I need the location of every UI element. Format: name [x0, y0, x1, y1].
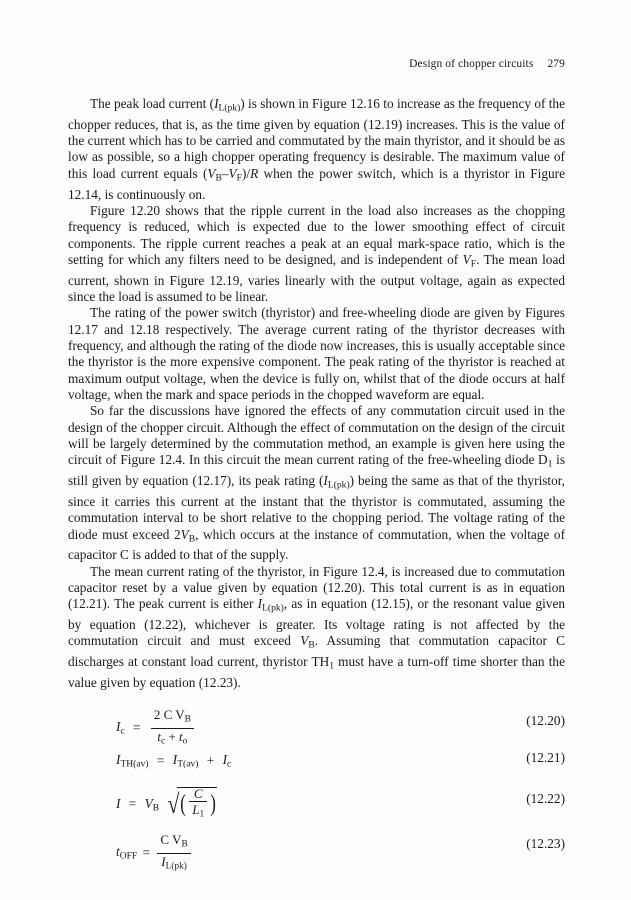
running-title: Design of chopper circuits [409, 58, 534, 70]
equation-12-22 [68, 783, 565, 820]
eq-12-22-equals: = [128, 796, 137, 812]
equation-12-21 [68, 750, 565, 770]
eq-12-21-rhs2: $I_c$ [222, 752, 232, 770]
eq-12-21-lhs: $I_{TH(av)}$ [116, 752, 149, 770]
eq-12-23-lhs: $t_{OFF}$ [116, 844, 138, 862]
paragraph-1: The peak load current $(I_{L(pk)})$ is shown in Figure 12.16 to increase as the frequency of the chopper reduces, that is, as the time given by equation (12.19) increases. This is the value of the current which has to be carried and commutated by the main thyristor, and it should be as low as possible, so a high chopper operating frequency is desirable. The maximum value of this load current equals $(V_B-V_F)/R$ when the power switch, which is a thyristor in Figure 12.14, is continuously on. [68, 96, 565, 202]
eq-12-22-paren-fraction: ( $\frac{C}{L_1}$ ) [180, 786, 216, 820]
eq-12-21-plus: + [206, 753, 215, 769]
eq-12-22-number: (12.22) [526, 791, 565, 807]
equation-12-23 [68, 830, 565, 871]
right-paren: ) [210, 791, 216, 818]
eq-12-22-rhs1: $V_B$ [144, 795, 160, 814]
eq-12-21-rhs1: $I_{T(av)}$ [172, 752, 199, 770]
page-number: 279 [547, 58, 565, 70]
eq-12-21-number: (12.21) [526, 750, 565, 766]
left-paren: ( [180, 791, 187, 818]
eq-12-22-radical [166, 786, 219, 822]
radical-sign: √ [167, 788, 180, 819]
running-header [68, 58, 565, 70]
eq-12-20-equals: = [133, 720, 141, 736]
paragraph-4: So far the discussions have ignored the effects of any commutation circuit used in the design of the chopper circuit. Although the effect of commutation on the design of the circuit will be largely determined by the commutation method, an example is given here using the circuit of Figure 12.4. In this circuit the mean current rating of the free-wheeling diode $D_1$ is still given by equation (12.17), its peak rating $(I_{L(pk)})$ being the same as that of the thyristor, since it carries this current at the instant that the thyristor is commutated, assuming the commutation interval to be short relative to the chopping period. The voltage rating of the diode must exceed $2V_B$, which occurs at the instance of commutation, when the voltage of capacitor C is added to that of the supply. [68, 403, 565, 563]
eq-12-23-number: (12.23) [526, 836, 565, 852]
paragraph-5: The mean current rating of the thyristor, in Figure 12.4, is increased due to commutation capacitor reset by a value given by equation (12.20). This total current is as in equation (12.21). The peak current is either $I_{L(pk)}$, as in equation (12.15), or the resonant value given by equation (12.22), whichever is greater. Its voltage rating is not affected by the commutation circuit and must exceed $V_B$. Assuming that commutation capacitor C discharges at constant load current, thyristor $TH_1$ must have a turn-off time shorter than the value given by equation (12.23). [68, 563, 566, 690]
page-content [68, 58, 565, 873]
eq-12-23-fraction: $\frac{C V_B}{I_{L(pk)}}$ [157, 832, 190, 874]
eq-12-20-lhs: $I_c$ [116, 719, 125, 737]
eq-12-21-equals: = [156, 753, 165, 769]
eq-12-22-lhs: I [116, 796, 121, 812]
paragraph-3: The rating of the power switch (thyristor) and free-wheeling diode are given by Figures 12.17 and 12.18 respectively. The average current rating of the thyristor decreases with frequency, and although the rating of the diode now increases, this is usually acceptable since the thyristor is the more expensive component. The peak rating of the thyristor is reached at maximum output voltage, when the device is fully on, whilst that of the diode occurs at half voltage, when the mark and space periods in the chopped waveform are equal. [68, 305, 565, 403]
equation-block [68, 707, 565, 871]
eq-12-20-fraction: $\frac{2 C V_B}{t_c + t_o}$ [151, 707, 194, 749]
eq-12-23-equals: = [142, 845, 151, 861]
paragraph-2: Figure 12.20 shows that the ripple current in the load also increases as the chopping frequency is reduced, which is expected due to the lower smoothing effect of circuit components. The ripple current reaches a peak at an equal mark-space ratio, which is the setting for which any filters need to be designed, and is independent of $V_F$. The mean load current, shown in Figure 12.19, varies linearly with the output voltage, again as expected since the load is assumed to be linear. [68, 202, 565, 304]
eq-12-20-number: (12.20) [526, 713, 565, 729]
equation-12-20 [68, 707, 565, 746]
